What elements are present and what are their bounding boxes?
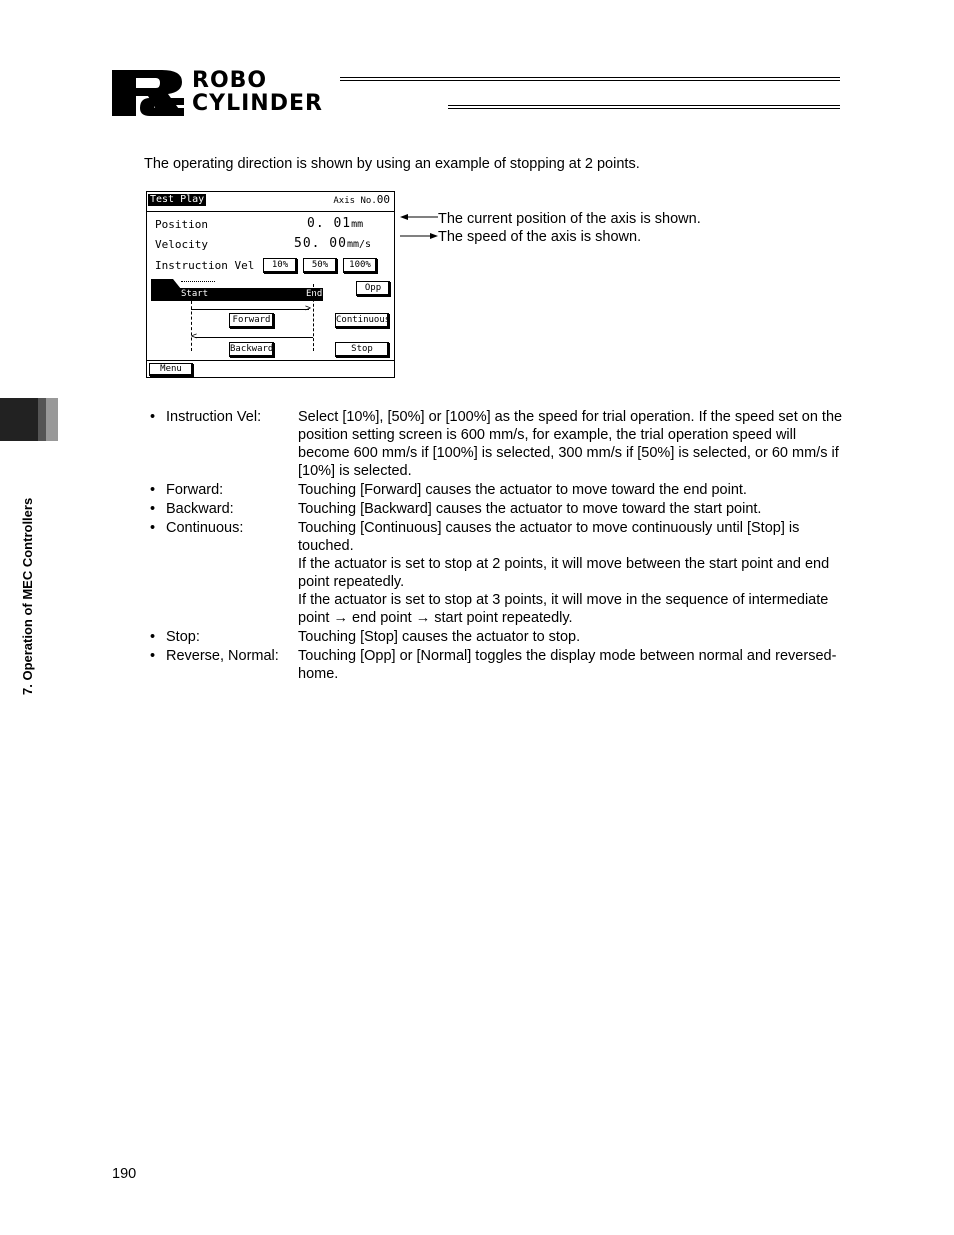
- bullet: •: [150, 648, 156, 664]
- definition-list: [150, 408, 850, 683]
- velocity-readout: [294, 237, 371, 251]
- rc-logo-mark: [110, 68, 190, 118]
- end-dash-line: [313, 284, 314, 351]
- velocity-unit: mm/s: [346, 239, 372, 250]
- definition-item: [150, 500, 850, 518]
- opp-button[interactable]: Opp: [356, 281, 390, 296]
- definition-item: [150, 628, 850, 646]
- end-label: End: [306, 289, 323, 299]
- position-readout: [307, 217, 363, 231]
- definition-desc: [298, 500, 843, 518]
- definition-term: Forward:: [166, 482, 224, 498]
- header-rule-bottom: [448, 105, 840, 109]
- bar-dotted-top: [181, 281, 215, 282]
- forward-arrow-line: [191, 309, 309, 310]
- definition-desc: [298, 408, 843, 480]
- definition-term: Continuous:: [166, 520, 244, 536]
- position-value: 0. 01: [307, 216, 352, 231]
- definition-item: [150, 408, 850, 480]
- forward-button[interactable]: Forward: [229, 313, 274, 328]
- definition-desc: [298, 519, 843, 627]
- speed-callout-text: The speed of the axis is shown.: [438, 229, 642, 245]
- definition-desc: [298, 647, 843, 683]
- definition-item: [150, 481, 850, 499]
- continuous-button[interactable]: Continuous: [335, 313, 389, 328]
- menu-button[interactable]: Menu: [149, 363, 193, 376]
- bullet: •: [150, 520, 156, 536]
- definition-paragraph: Touching [Opp] or [Normal] toggles the display mode between normal and reversed-home.: [298, 648, 837, 682]
- speed-10-button[interactable]: 10%: [263, 258, 297, 273]
- side-tab-marker: [0, 398, 58, 441]
- velocity-value: 50. 00: [294, 236, 347, 251]
- bullet: •: [150, 629, 156, 645]
- definition-term: Stop:: [166, 629, 200, 645]
- logo-cylinder-text: CYLINDER: [192, 91, 323, 116]
- position-unit: mm: [351, 219, 364, 230]
- axis-value: 00: [376, 193, 390, 206]
- definition-paragraph: Touching [Continuous] causes the actuator to move continuously until [Stop] is touched.: [298, 520, 800, 554]
- velocity-label: Velocity: [155, 238, 208, 251]
- backward-button[interactable]: Backward: [229, 342, 274, 357]
- intro-text: The operating direction is shown by using an example of stopping at 2 points.: [144, 156, 640, 172]
- screen-divider-bottom: [147, 360, 394, 361]
- speed-50-button[interactable]: 50%: [303, 258, 337, 273]
- backward-arrow-line: [195, 337, 313, 338]
- definition-term: Backward:: [166, 501, 234, 517]
- backward-arrow-head: <: [191, 331, 198, 342]
- screen-title: Test Play: [150, 194, 205, 205]
- position-callout-arrow: [400, 209, 438, 219]
- definition-desc: [298, 481, 843, 499]
- left-arrow-icon: [400, 212, 438, 222]
- logo-robo-text: ROBO: [192, 68, 268, 93]
- header-rule-top: [340, 77, 840, 81]
- bullet: •: [150, 482, 156, 498]
- forward-arrow-head: >: [305, 303, 312, 314]
- instruction-vel-label: Instruction Vel: [155, 259, 255, 272]
- definition-item: [150, 647, 850, 683]
- direction-bar: [151, 279, 323, 301]
- page-number: 190: [112, 1166, 137, 1182]
- position-callout-text: The current position of the axis is shown.: [438, 211, 701, 227]
- bullet: •: [150, 409, 156, 425]
- stop-button[interactable]: Stop: [335, 342, 389, 357]
- definition-paragraph: If the actuator is set to stop at 3 points, it will move in the sequence of intermediate point → end point → start point repeatedly.: [298, 592, 829, 626]
- test-play-screen: [146, 191, 395, 378]
- start-label: Start: [181, 289, 209, 299]
- definition-paragraph: Select [10%], [50%] or [100%] as the speed for trial operation. If the speed set on the position setting screen is 600 mm/s, for example, the trial operation speed will become 600 mm/s if [100%] is selected, 300 mm/s if [50%] is selected, or 60 mm/s if [10%] is selected.: [298, 409, 843, 479]
- definition-item: [150, 519, 850, 627]
- bullet: •: [150, 501, 156, 517]
- chapter-side-label: 7. Operation of MEC Controllers: [20, 497, 35, 695]
- speed-100-button[interactable]: 100%: [343, 258, 377, 273]
- definition-term: Instruction Vel:: [166, 409, 262, 425]
- definition-desc: [298, 628, 843, 646]
- right-arrow-icon: [400, 231, 438, 241]
- bar-fill: [151, 288, 323, 301]
- axis-label: Axis No.: [333, 196, 377, 206]
- definition-paragraph: Touching [Forward] causes the actuator to move toward the end point.: [298, 482, 747, 498]
- speed-callout-arrow: [400, 228, 438, 238]
- axis-number: [333, 194, 390, 207]
- position-label: Position: [155, 218, 208, 231]
- definition-term: Reverse, Normal:: [166, 648, 279, 664]
- definition-paragraph: Touching [Backward] causes the actuator to move toward the start point.: [298, 501, 762, 517]
- definition-paragraph: Touching [Stop] causes the actuator to stop.: [298, 629, 581, 645]
- definition-paragraph: If the actuator is set to stop at 2 points, it will move between the start point and end point repeatedly.: [298, 556, 830, 590]
- screen-divider-top: [147, 211, 394, 212]
